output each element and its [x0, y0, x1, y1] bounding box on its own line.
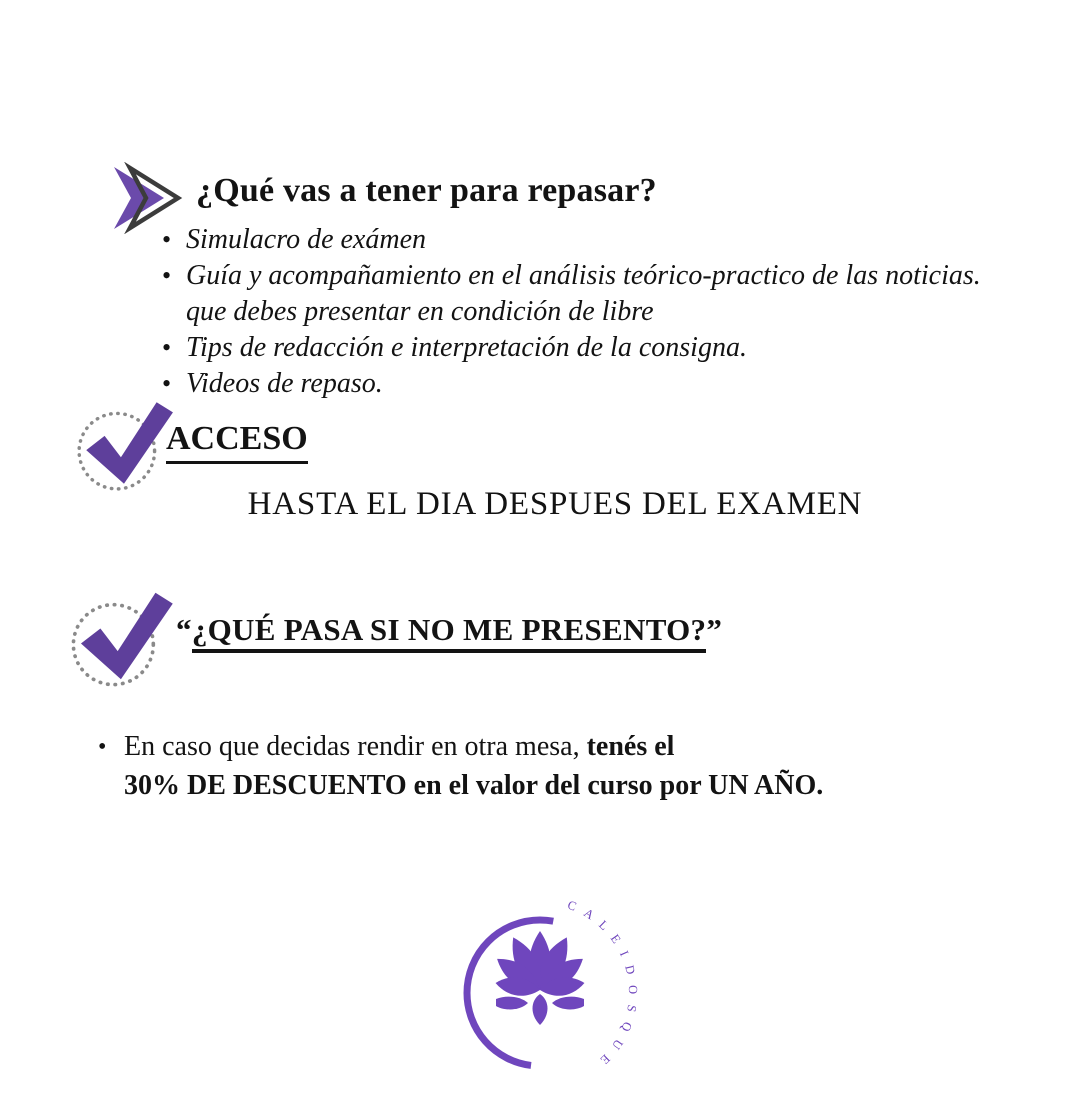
- checkmark-in-dotted-circle-icon: [74, 392, 176, 494]
- repaso-list: [186, 222, 981, 402]
- presento-heading: ¿QUÉ PASA SI NO ME PRESENTO?: [192, 612, 707, 653]
- acceso-subtitle: HASTA EL DIA DESPUES DEL EXAMEN: [247, 486, 863, 522]
- close-quote: ”: [706, 612, 723, 647]
- discount-line-2: 30% DE DESCUENTO en el valor del curso por UN AÑO.: [124, 770, 824, 801]
- list-item-text: • Guía y acompañamiento en el análisis teórico-practico de las noticias.: [186, 260, 981, 291]
- list-item-text: • Tips de redacción e interpretación de la consigna.: [186, 332, 747, 363]
- list-item-text-continued: que debes presentar en condición de libre: [186, 296, 654, 327]
- list-item-text: • Videos de repaso.: [186, 368, 383, 399]
- list-item-text: • Simulacro de exámen: [186, 224, 426, 255]
- presento-heading-row: [176, 612, 722, 648]
- list-item: [186, 222, 981, 258]
- discount-bullet: [124, 727, 823, 805]
- discount-line-1: [124, 727, 823, 766]
- acceso-heading: ACCESO: [166, 420, 308, 464]
- forward-arrow-icon: [110, 162, 192, 234]
- discount-text-normal: En caso que decidas rendir en otra mesa,: [124, 731, 587, 762]
- repasar-heading: ¿Qué vas a tener para repasar?: [196, 172, 657, 209]
- list-item: [186, 330, 981, 366]
- list-item: [186, 258, 981, 330]
- lotus-flower-logo: [438, 893, 642, 1093]
- discount-text-bold: tenés el: [586, 731, 675, 762]
- lotus-icon: [491, 931, 588, 1025]
- list-item: [186, 366, 981, 402]
- open-quote: “: [176, 612, 192, 647]
- checkmark-in-dotted-circle-icon: [68, 582, 176, 690]
- logo-brand-arc-text: C A L E I D O S Q U E: [565, 897, 641, 1070]
